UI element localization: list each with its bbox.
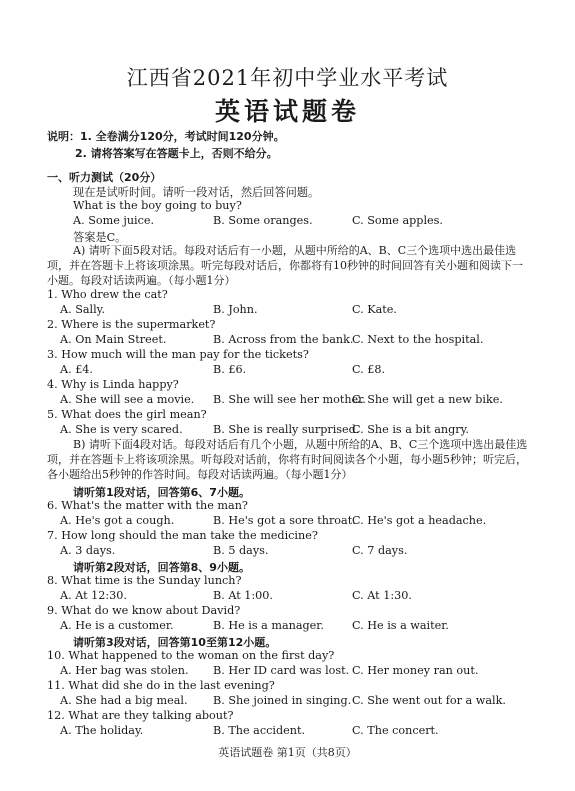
option-a: A. She will see a movie. — [60, 393, 195, 406]
part-b-instructions: B) 请听下面4段对话。每段对话后有几个小题，从题中所给的A、B、C三个选项中选出最佳选项，并在答题卡上将该项涂黑。听每段对话前，你将有时间阅读各个小题，每小题5秒钟；听完后，各小题给出5秒钟的作答时间。每段对话读两遍。（每小题1分） — [47, 438, 528, 481]
question-4-options — [0, 393, 575, 408]
option-a: A. He is a customer. — [60, 619, 174, 632]
question-2-options — [0, 333, 575, 348]
question-12-options — [0, 724, 575, 739]
question-8-options — [0, 589, 575, 604]
question-11: 11. What did she do in the last evening? — [47, 679, 275, 692]
exam-title: 江西省2021年初中学业水平考试 — [126, 66, 449, 90]
question-11-options — [0, 694, 575, 709]
option-c: C. He's got a headache. — [352, 514, 487, 527]
option-a: A. He's got a cough. — [60, 514, 175, 527]
option-a: A. On Main Street. — [60, 333, 167, 346]
option-b: B. He is a manager. — [213, 619, 324, 632]
option-c: C. Her money ran out. — [352, 664, 479, 677]
option-a: A. She had a big meal. — [60, 694, 188, 707]
option-b: B. The accident. — [213, 724, 305, 737]
exam-subtitle: 英语试题卷 — [214, 97, 360, 126]
question-10: 10. What happened to the woman on the first day? — [47, 649, 335, 662]
question-10-options — [0, 664, 575, 679]
question-7-options — [0, 544, 575, 559]
instruction-line-2: 2. 请将答案写在答题卡上，否则不给分。 — [75, 147, 278, 160]
option-b: B. At 1:00. — [213, 589, 273, 602]
question-1: 1. Who drew the cat? — [47, 288, 168, 301]
question-12: 12. What are they talking about? — [47, 709, 234, 722]
option-b: B. She is really surprised. — [213, 423, 360, 436]
option-a: A. £4. — [60, 363, 93, 376]
option-b: B. She will see her mother. — [213, 393, 366, 406]
part-a-instructions: A) 请听下面5段对话。每段对话后有一小题，从题中所给的A、B、C三个选项中选出最佳选项，并在答题卡上将该项涂黑。听完每段对话后，你都将有10秒钟的时间回答有关小题和阅读下一小题。每段对话读两遍。（每小题1分） — [47, 244, 523, 287]
option-c: C. At 1:30. — [352, 589, 412, 602]
question-9-options — [0, 619, 575, 634]
option-c: C. Kate. — [352, 303, 397, 316]
option-b: B. John. — [213, 303, 258, 316]
option-c: C. Next to the hospital. — [352, 333, 484, 346]
section-heading: 一、听力测试（20分） — [47, 171, 162, 184]
option-b: B. He's got a sore throat. — [213, 514, 356, 527]
question-2: 2. Where is the supermarket? — [47, 318, 216, 331]
option-c: C. £8. — [352, 363, 386, 376]
option-c: C. 7 days. — [352, 544, 408, 557]
option-a: A. At 12:30. — [60, 589, 127, 602]
option-a: A. 3 days. — [60, 544, 116, 557]
question-1-options — [0, 303, 575, 318]
question-8: 8. What time is the Sunday lunch? — [47, 574, 242, 587]
question-5-options — [0, 423, 575, 438]
option-b: B. Her ID card was lost. — [213, 664, 350, 677]
option-b: B. She joined in singing. — [213, 694, 352, 707]
option-c: C. She went out for a walk. — [352, 694, 506, 707]
option-a: A. The holiday. — [60, 724, 144, 737]
option-c: C. She will get a new bike. — [352, 393, 503, 406]
option-a: A. She is very scared. — [60, 423, 183, 436]
option-b: B. Across from the bank. — [213, 333, 354, 346]
question-3-options — [0, 363, 575, 378]
option-c: C. The concert. — [352, 724, 439, 737]
example-options — [0, 214, 575, 229]
option-c: C. Some apples. — [352, 214, 443, 227]
option-c: C. She is a bit angry. — [352, 423, 469, 436]
option-c: C. He is a waiter. — [352, 619, 449, 632]
intro-text: 现在是试听时间。请听一段对话，然后回答问题。 — [73, 186, 320, 199]
option-b: B. Some oranges. — [213, 214, 313, 227]
option-b: B. £6. — [213, 363, 247, 376]
question-7: 7. How long should the man take the medicine? — [47, 529, 318, 542]
example-question: What is the boy going to buy? — [73, 199, 242, 212]
example-answer: 答案是C。 — [73, 231, 127, 244]
question-6-options — [0, 514, 575, 529]
question-5: 5. What does the girl mean? — [47, 408, 207, 421]
option-a: A. Her bag was stolen. — [60, 664, 189, 677]
option-a: A. Sally. — [60, 303, 106, 316]
option-a: A. Some juice. — [73, 214, 155, 227]
group-2-heading: 请听第2段对话，回答第8、9小题。 — [73, 561, 250, 574]
question-4: 4. Why is Linda happy? — [47, 378, 179, 391]
question-3: 3. How much will the man pay for the tickets? — [47, 348, 309, 361]
group-1-heading: 请听第1段对话，回答第6、7小题。 — [73, 486, 250, 499]
group-3-heading: 请听第3段对话，回答第10至第12小题。 — [73, 636, 277, 649]
question-9: 9. What do we know about David? — [47, 604, 241, 617]
page-footer: 英语试题卷 第1页（共8页） — [218, 746, 357, 759]
option-b: B. 5 days. — [213, 544, 269, 557]
instruction-line-1: 说明：1. 全卷满分120分，考试时间120分钟。 — [47, 130, 285, 143]
question-6: 6. What's the matter with the man? — [47, 499, 248, 512]
